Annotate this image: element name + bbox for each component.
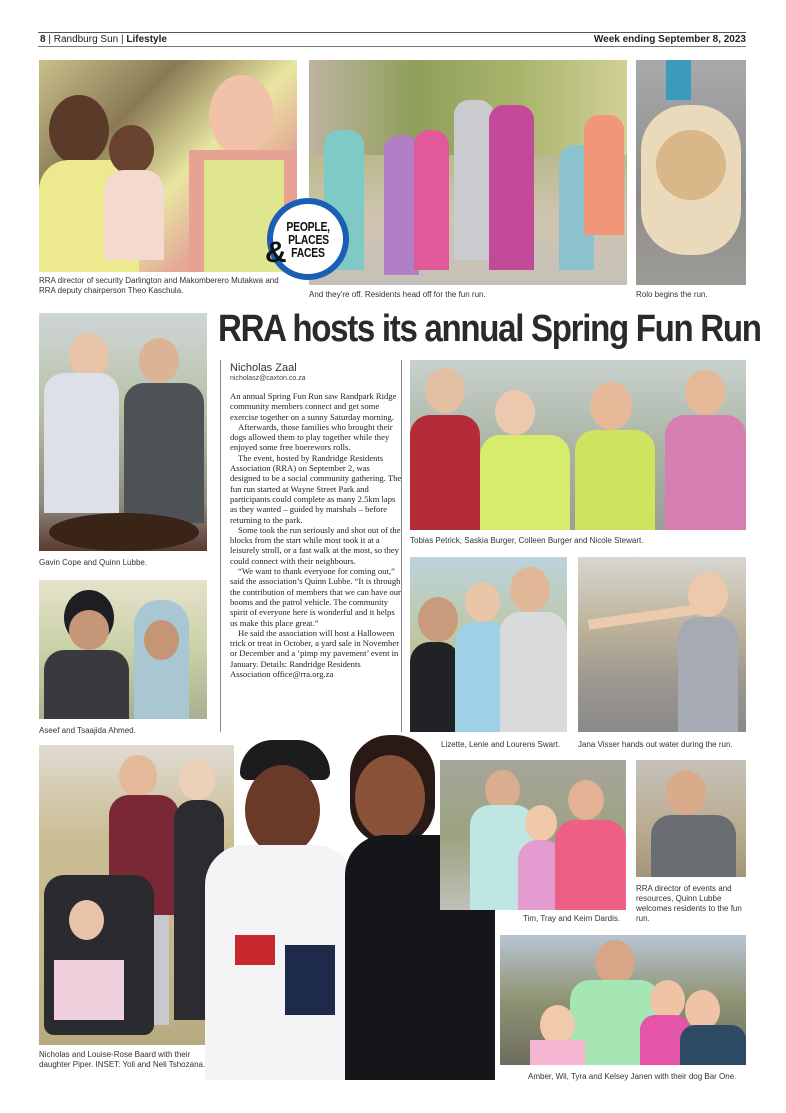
article-paragraph: He said the association will host a Halloween trick or treat in October, a yard sale in November or December and a ‘pimp my pavement’ event in January. Details: Randridge Residents Association office@rra.org.za <box>230 627 400 680</box>
folio: 8 | Randburg Sun | Lifestyle <box>40 34 167 45</box>
header-rule-bottom <box>38 46 746 47</box>
caption-baard-tshozana: Nicholas and Louise-Rose Baard with their daughter Piper. INSET: Yoli and Neli Tshozana. <box>39 1050 206 1069</box>
caption-rolo-dog: Rolo begins the run. <box>636 290 708 299</box>
ampersand-icon: & <box>265 236 287 269</box>
article-paragraph: Some took the run seriously and shot out of the blocks from the start while most took it at a leisurely stroll, or a fast walk at the most, so they could connect with their neighbours. <box>230 524 401 566</box>
photo-fun-run-start <box>309 60 627 285</box>
caption-swart: Lizette, Lenie and Lourens Swart. <box>441 740 561 749</box>
article-body <box>230 391 402 679</box>
article-paragraph: Afterwards, those families who brought their dogs allowed them to play together while they enjoyed some free boerewors rolls. <box>230 421 393 453</box>
photo-petrick-burger-stewart <box>410 360 746 530</box>
caption-dardis: Tim, Tray and Keirn Dardis. <box>523 914 621 923</box>
photo-visser <box>578 557 746 732</box>
photo-cope-lubbe <box>39 313 207 551</box>
article-paragraph: “We want to thank everyone for coming out,” said the association’s Quinn Lubbe. “It is through the contribution of members that we can have our booms and the patrol vehicle. The community spirit of everyone here is wonderful and it helps us make this place great.” <box>230 566 401 628</box>
column-rule-left <box>220 360 221 732</box>
photo-janen <box>500 935 746 1065</box>
caption-fun-run-start: And they’re off. Residents head off for the fun run. <box>309 290 486 299</box>
article-paragraph: The event, hosted by Randridge Residents Association (RRA) on September 2, was designed to be a social community gathering. The fun run started at Wayne Street Park and participants could complete as many 2.5km laps as they wanted – guided by marshals – before returning to the park. <box>230 452 402 525</box>
photo-mutakwa-kaschula <box>39 60 297 272</box>
caption-lubbe-mic: RRA director of events and resources, Quinn Lubbe welcomes residents to the fun run. <box>636 884 742 923</box>
header-rule-top <box>38 32 746 33</box>
publication-name: Randburg Sun <box>53 34 119 45</box>
caption-visser: Jana Visser hands out water during the run. <box>578 740 733 749</box>
photo-swart <box>410 557 567 732</box>
caption-janen: Amber, Wil, Tyra and Kelsey Janen with their dog Bar One. <box>528 1072 737 1081</box>
column-rule-right <box>401 360 402 732</box>
issue-date: Week ending September 8, 2023 <box>593 34 746 45</box>
photo-dardis <box>440 760 626 910</box>
photo-ahmed <box>39 580 207 719</box>
author-name: Nicholas Zaal <box>230 362 297 374</box>
caption-mutakwa-kaschula: RRA director of security Darlington and Makomberero Mutakwa and RRA deputy chairperson Theo Kaschula. <box>39 276 279 295</box>
author-email[interactable]: nicholasz@caxton.co.za <box>230 375 306 382</box>
section-name: Lifestyle <box>126 34 167 45</box>
page-number: 8 <box>40 34 46 45</box>
article-headline: RRA hosts its annual Spring Fun Run <box>218 308 761 350</box>
photo-rolo-dog <box>636 60 746 285</box>
photo-lubbe-mic <box>636 760 746 877</box>
article-paragraph: An annual Spring Fun Run saw Randpark Ridge community members connect and get some exercise together on a sunny Saturday morning. <box>230 391 397 422</box>
caption-cope-lubbe: Gavin Cope and Quinn Lubbe. <box>39 558 148 567</box>
caption-ahmed: Aseef and Tsaajida Ahmed. <box>39 726 136 735</box>
people-places-faces-badge: PEOPLE, PLACES FACES & <box>267 198 349 280</box>
caption-petrick-burger-stewart: Tobias Petrick, Saskia Burger, Colleen Burger and Nicole Stewart. <box>410 536 644 545</box>
